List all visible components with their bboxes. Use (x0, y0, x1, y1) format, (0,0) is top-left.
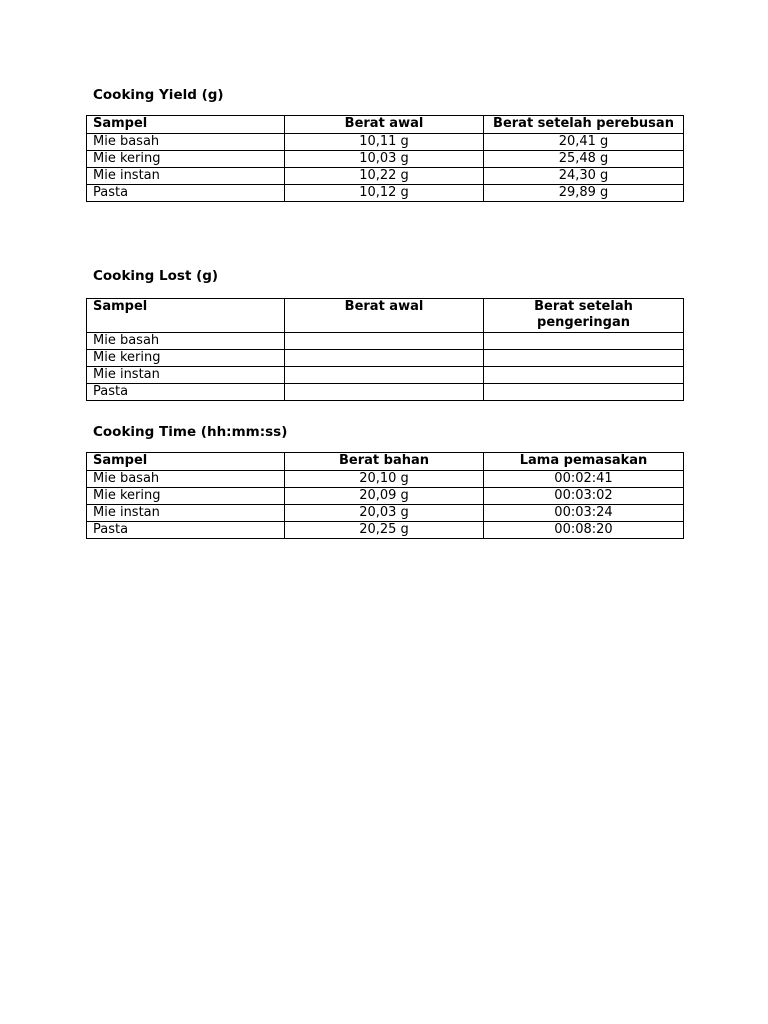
sample-name-cell: Mie instan (87, 505, 285, 522)
table-row (87, 471, 684, 488)
dried-weight-cell (484, 367, 684, 384)
sample-name-cell: Mie kering (87, 350, 285, 367)
section-title-cooking-yield: Cooking Yield (g) (93, 87, 224, 103)
dried-weight-cell (484, 333, 684, 350)
cooking-duration-cell: 00:08:20 (484, 522, 684, 539)
table-row (87, 185, 684, 202)
table-row (87, 488, 684, 505)
boiled-weight-cell: 24,30 g (484, 168, 684, 185)
initial-weight-cell (285, 384, 484, 401)
table-header-row (87, 116, 684, 134)
column-header-berat-bahan: Berat bahan (285, 453, 484, 471)
initial-weight-cell: 10,22 g (285, 168, 484, 185)
table-row (87, 168, 684, 185)
sample-name-cell: Pasta (87, 522, 285, 539)
cooking-duration-cell: 00:03:02 (484, 488, 684, 505)
column-header-lama-pemasakan: Lama pemasakan (484, 453, 684, 471)
initial-weight-cell: 10,03 g (285, 151, 484, 168)
sample-name-cell: Pasta (87, 384, 285, 401)
boiled-weight-cell: 20,41 g (484, 134, 684, 151)
sample-name-cell: Mie basah (87, 333, 285, 350)
sample-name-cell: Mie kering (87, 488, 285, 505)
sample-name-cell: Mie basah (87, 471, 285, 488)
column-header-sampel: Sampel (87, 453, 285, 471)
section-title-cooking-time: Cooking Time (hh:mm:ss) (93, 424, 288, 440)
dried-weight-cell (484, 350, 684, 367)
table-row (87, 333, 684, 350)
initial-weight-cell: 10,11 g (285, 134, 484, 151)
sample-name-cell: Mie instan (87, 168, 285, 185)
boiled-weight-cell: 29,89 g (484, 185, 684, 202)
sample-name-cell: Mie kering (87, 151, 285, 168)
cooking-yield-table (86, 115, 684, 202)
cooking-duration-cell: 00:03:24 (484, 505, 684, 522)
column-header-sampel: Sampel (87, 116, 285, 134)
table-row (87, 522, 684, 539)
initial-weight-cell (285, 333, 484, 350)
table-row (87, 367, 684, 384)
material-weight-cell: 20,09 g (285, 488, 484, 505)
material-weight-cell: 20,25 g (285, 522, 484, 539)
cooking-time-table (86, 452, 684, 539)
table-header-row (87, 299, 684, 333)
column-header-berat-awal: Berat awal (285, 299, 484, 333)
table-row (87, 505, 684, 522)
column-header-sampel: Sampel (87, 299, 285, 333)
material-weight-cell: 20,10 g (285, 471, 484, 488)
table-row (87, 151, 684, 168)
column-header-berat-awal: Berat awal (285, 116, 484, 134)
sample-name-cell: Pasta (87, 185, 285, 202)
material-weight-cell: 20,03 g (285, 505, 484, 522)
initial-weight-cell (285, 350, 484, 367)
cooking-duration-cell: 00:02:41 (484, 471, 684, 488)
cooking-lost-table (86, 298, 684, 401)
table-row (87, 384, 684, 401)
section-title-cooking-lost: Cooking Lost (g) (93, 268, 219, 284)
table-row (87, 350, 684, 367)
dried-weight-cell (484, 384, 684, 401)
column-header-berat-setelah-perebusan: Berat setelah perebusan (484, 116, 684, 134)
boiled-weight-cell: 25,48 g (484, 151, 684, 168)
table-row (87, 134, 684, 151)
initial-weight-cell (285, 367, 484, 384)
table-header-row (87, 453, 684, 471)
sample-name-cell: Mie instan (87, 367, 285, 384)
column-header-berat-setelah-pengeringan: Berat setelah pengeringan (484, 299, 684, 333)
sample-name-cell: Mie basah (87, 134, 285, 151)
initial-weight-cell: 10,12 g (285, 185, 484, 202)
